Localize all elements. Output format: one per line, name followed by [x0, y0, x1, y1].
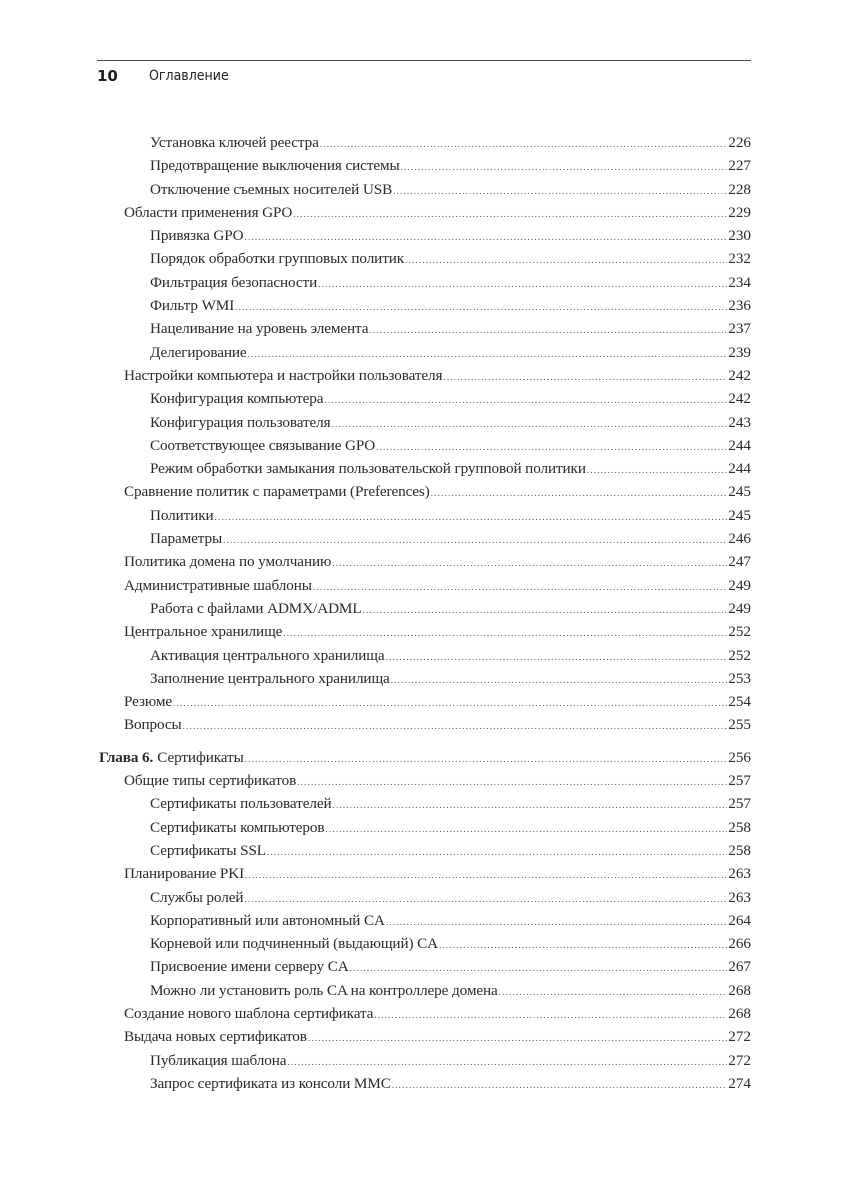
toc-entry-page: 226 [728, 134, 751, 151]
toc-entry-title [150, 411, 331, 434]
dot-leader [369, 319, 727, 342]
table-of-contents [97, 131, 751, 1095]
toc-entry[interactable] [97, 839, 751, 862]
toc-entry-title [150, 457, 586, 480]
toc-entry-title [124, 1002, 373, 1025]
toc-entry-title [150, 792, 332, 815]
toc-entry[interactable] [97, 271, 751, 294]
toc-entry-page: 272 [728, 1051, 751, 1069]
toc-entry-page: 247 [728, 553, 751, 571]
toc-entry-title [150, 154, 400, 177]
toc-entry-text: Нацеливание на уровень элемента [150, 320, 369, 338]
toc-entry-title [150, 886, 243, 909]
dot-leader [235, 296, 727, 319]
toc-entry-text: Области применения GPO [124, 203, 293, 221]
toc-entry-text: Конфигурация пользователя [150, 413, 331, 431]
toc-entry-text: Делегирование [150, 343, 247, 361]
toc-entry-page: 252 [728, 646, 751, 664]
toc-entry[interactable] [97, 550, 751, 573]
toc-entry-page: 253 [728, 669, 751, 687]
toc-entry[interactable] [97, 527, 751, 550]
toc-entry[interactable] [97, 909, 751, 932]
toc-entry[interactable] [97, 620, 751, 643]
toc-entry[interactable] [97, 294, 751, 317]
dot-leader [215, 506, 728, 529]
toc-entry[interactable] [97, 387, 751, 410]
toc-entry-text: Режим обработки замыкания пользовательской групповой политики [150, 460, 586, 478]
toc-entry[interactable] [97, 955, 751, 978]
toc-entry-page: 254 [728, 693, 751, 711]
toc-entry-text: Отключение съемных носителей USB [150, 180, 393, 198]
toc-entry-title [124, 364, 442, 387]
toc-entry-text: Параметры [150, 530, 223, 548]
dot-leader [386, 911, 727, 934]
toc-entry-page: 229 [728, 203, 751, 221]
toc-entry-page: 249 [728, 576, 751, 594]
toc-entry[interactable] [97, 201, 751, 224]
toc-entry-title [150, 224, 244, 247]
dot-leader [245, 864, 727, 887]
dot-leader [325, 818, 727, 841]
toc-entry-text: Сертификаты [157, 748, 244, 766]
dot-leader [287, 1051, 727, 1074]
toc-entry[interactable] [97, 341, 751, 364]
toc-entry-title [150, 271, 317, 294]
toc-entry-title [124, 550, 331, 573]
toc-entry-text: Корневой или подчиненный (выдающий) CA [150, 935, 439, 953]
dot-leader [297, 771, 727, 794]
toc-entry-title [124, 713, 182, 736]
toc-entry-page: 252 [728, 623, 751, 641]
toc-entry-page: 246 [728, 530, 751, 548]
toc-entry-text: Привязка GPO [150, 227, 244, 245]
toc-entry-page: 245 [728, 483, 751, 501]
toc-entry-text: Запрос сертификата из консоли MMC [150, 1074, 391, 1092]
toc-entry-page: 272 [728, 1028, 751, 1046]
dot-leader [499, 981, 728, 1004]
toc-entry-text: Установка ключей реестра [150, 134, 319, 151]
toc-entry-title [150, 247, 404, 270]
toc-entry-text: Сертификаты пользователей [150, 795, 332, 813]
toc-entry-title [150, 1072, 391, 1095]
toc-entry-page: 264 [728, 911, 751, 929]
toc-entry-title [150, 816, 324, 839]
toc-entry-title [124, 769, 296, 792]
toc-entry-title [124, 862, 244, 885]
toc-entry-title [150, 434, 375, 457]
dot-leader [320, 133, 727, 156]
toc-entry-text: Присвоение имени серверу CA [150, 958, 349, 976]
running-title: Оглавление [149, 68, 229, 84]
toc-entry-text: Планирование PKI [124, 865, 245, 883]
toc-entry-text: Сравнение политик с параметрами (Preferences) [124, 483, 430, 501]
dot-leader [391, 669, 728, 692]
toc-entry-page: 228 [728, 180, 751, 198]
dot-leader [223, 529, 727, 552]
toc-entry-page: 268 [728, 981, 751, 999]
toc-entry-page: 267 [728, 958, 751, 976]
toc-entry-page: 258 [728, 818, 751, 836]
toc-entry[interactable] [97, 862, 751, 885]
toc-entry-page: 232 [728, 250, 751, 268]
toc-entry-page: 243 [728, 413, 751, 431]
dot-leader [283, 622, 727, 645]
toc-entry[interactable] [97, 1025, 751, 1048]
toc-entry-text: Вопросы [124, 716, 182, 734]
toc-entry[interactable] [97, 690, 751, 713]
toc-entry-title [124, 690, 172, 713]
toc-entry-text: Настройки компьютера и настройки пользователя [124, 366, 443, 384]
dot-leader [245, 748, 728, 771]
toc-entry-title [150, 839, 266, 862]
toc-entry-page: 257 [728, 795, 751, 813]
toc-entry-title [150, 504, 214, 527]
toc-entry[interactable] [97, 504, 751, 527]
toc-entry-title [124, 201, 292, 224]
dot-leader [332, 413, 728, 436]
toc-entry-text: Создание нового шаблона сертификата [124, 1004, 374, 1022]
toc-entry-title [99, 746, 244, 769]
toc-entry-page: 268 [728, 1004, 751, 1022]
toc-entry-title [150, 955, 349, 978]
toc-entry-page: 244 [728, 436, 751, 454]
toc-entry-text: Службы ролей [150, 888, 244, 906]
dot-leader [443, 366, 727, 389]
toc-entry-page: 230 [728, 227, 751, 245]
toc-entry-page: 266 [728, 935, 751, 953]
toc-entry-page: 242 [728, 366, 751, 384]
toc-entry-page: 245 [728, 506, 751, 524]
toc-entry-page: 274 [728, 1074, 751, 1092]
toc-entry-title [124, 620, 282, 643]
toc-entry-title [124, 1025, 307, 1048]
dot-leader [401, 156, 728, 179]
toc-entry[interactable] [97, 457, 751, 480]
toc-entry-text: Работа с файлами ADMX/ADML [150, 599, 362, 617]
toc-entry[interactable] [97, 574, 751, 597]
chapter-label: Глава 6. [99, 748, 154, 766]
dot-leader [350, 957, 728, 980]
toc-entry-text: Политики [150, 506, 214, 524]
page-header [97, 60, 751, 85]
toc-entry[interactable] [97, 932, 751, 955]
toc-entry[interactable] [97, 667, 751, 690]
toc-entry[interactable] [97, 131, 751, 154]
toc-entry-title [150, 178, 392, 201]
toc-entry-title [150, 341, 247, 364]
dot-leader [587, 459, 727, 482]
toc-entry-text: Конфигурация компьютера [150, 390, 324, 408]
toc-entry-page: 256 [728, 748, 751, 766]
toc-chapter-entry[interactable] [97, 746, 751, 769]
toc-entry-text: Публикация шаблона [150, 1051, 287, 1069]
toc-entry-title [150, 387, 323, 410]
toc-entry-text: Административные шаблоны [124, 576, 312, 594]
toc-entry[interactable] [97, 317, 751, 340]
toc-entry-page: 263 [728, 888, 751, 906]
toc-entry[interactable] [97, 224, 751, 247]
toc-entry-page: 249 [728, 599, 751, 617]
dot-leader [248, 343, 728, 366]
toc-entry-title [150, 979, 498, 1002]
toc-entry[interactable] [97, 1049, 751, 1072]
dot-leader [183, 715, 728, 738]
toc-entry-text: Политика домена по умолчанию [124, 553, 332, 571]
toc-entry-text: Фильтрация безопасности [150, 273, 318, 291]
toc-entry[interactable] [97, 597, 751, 620]
toc-entry-title [150, 527, 222, 550]
toc-entry-title [150, 644, 385, 667]
dot-leader [393, 180, 727, 203]
dot-leader [313, 576, 727, 599]
toc-entry[interactable] [97, 154, 751, 177]
toc-entry-text: Заполнение центрального хранилища [150, 669, 390, 687]
toc-entry[interactable] [97, 178, 751, 201]
toc-entry-title [150, 1049, 286, 1072]
toc-entry-page: 236 [728, 297, 751, 315]
toc-entry-title [150, 909, 385, 932]
dot-leader [245, 226, 728, 249]
dot-leader [318, 273, 727, 296]
toc-entry-text: Соответствующее связывание GPO [150, 436, 376, 454]
toc-entry-page: 255 [728, 716, 751, 734]
toc-entry-page: 242 [728, 390, 751, 408]
toc-entry[interactable] [97, 1002, 751, 1025]
dot-leader [439, 934, 727, 957]
toc-entry[interactable] [97, 792, 751, 815]
toc-entry-page: 244 [728, 460, 751, 478]
toc-entry-text: Можно ли установить роль CA на контроллере домена [150, 981, 498, 999]
toc-entry-title [124, 574, 312, 597]
toc-entry[interactable] [97, 480, 751, 503]
toc-entry-title [150, 597, 362, 620]
dot-leader [324, 389, 727, 412]
toc-entry-text: Центральное хранилище [124, 623, 283, 641]
page-number: 10 [97, 67, 118, 85]
dot-leader [173, 692, 727, 715]
toc-entry-text: Предотвращение выключения системы [150, 157, 400, 175]
dot-leader [405, 249, 727, 272]
dot-leader [374, 1004, 727, 1027]
toc-entry-text: Сертификаты SSL [150, 841, 266, 859]
dot-leader [333, 794, 728, 817]
toc-entry-text: Общие типы сертификатов [124, 772, 297, 790]
toc-entry-title [150, 131, 319, 154]
toc-entry[interactable] [97, 769, 751, 792]
toc-entry[interactable] [97, 713, 751, 736]
dot-leader [293, 203, 727, 226]
toc-entry-page: 239 [728, 343, 751, 361]
dot-leader [363, 599, 728, 622]
toc-entry-text: Фильтр WMI [150, 297, 235, 315]
toc-entry[interactable] [97, 364, 751, 387]
toc-entry-title [150, 932, 438, 955]
toc-entry[interactable] [97, 816, 751, 839]
toc-entry-title [150, 667, 390, 690]
dot-leader [376, 436, 727, 459]
toc-entry[interactable] [97, 411, 751, 434]
toc-entry-page: 234 [728, 273, 751, 291]
dot-leader [308, 1027, 727, 1050]
dot-leader [386, 646, 728, 669]
toc-entry-title [124, 480, 430, 503]
toc-entry-title [150, 317, 368, 340]
toc-entry-page: 227 [728, 157, 751, 175]
dot-leader [392, 1074, 727, 1097]
dot-leader [431, 482, 728, 505]
toc-entry-page: 258 [728, 841, 751, 859]
toc-entry-text: Сертификаты компьютеров [150, 818, 325, 836]
toc-entry[interactable] [97, 434, 751, 457]
toc-entry-page: 257 [728, 772, 751, 790]
toc-entry-title [150, 294, 234, 317]
toc-entry[interactable] [97, 886, 751, 909]
toc-entry[interactable] [97, 247, 751, 270]
toc-entry-text: Корпоративный или автономный CA [150, 911, 385, 929]
toc-entry-page: 263 [728, 865, 751, 883]
dot-leader [244, 888, 727, 911]
toc-entry-text: Выдача новых сертификатов [124, 1028, 307, 1046]
toc-entry[interactable] [97, 644, 751, 667]
toc-entry[interactable] [97, 979, 751, 1002]
toc-entry-page: 237 [728, 320, 751, 338]
toc-entry-text: Активация центрального хранилища [150, 646, 385, 664]
dot-leader [332, 552, 727, 575]
toc-entry-text: Резюме [124, 693, 173, 711]
toc-entry[interactable] [97, 1072, 751, 1095]
dot-leader [267, 841, 727, 864]
toc-entry-text: Порядок обработки групповых политик [150, 250, 405, 268]
